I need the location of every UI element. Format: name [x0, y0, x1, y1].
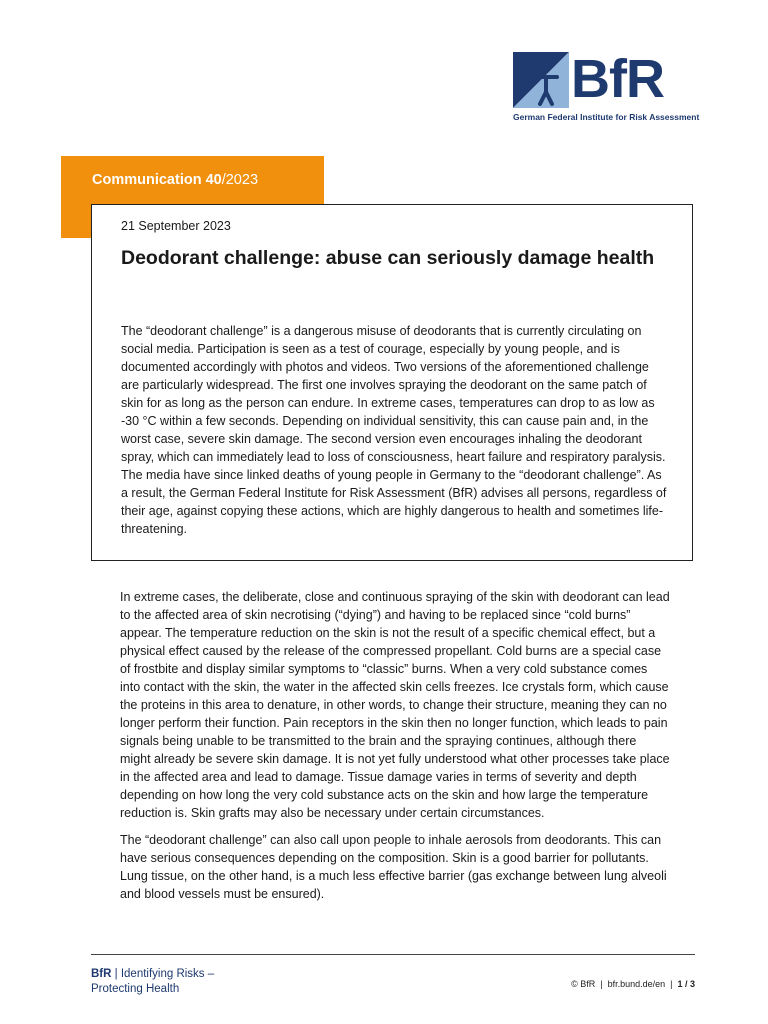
body-paragraph: In extreme cases, the deliberate, close and continuous spraying of the skin with deodorant can lead to the affected area of skin necrotising (“dying”) and having to be replaced since “cold burns” appear. The temperature reduction on the skin is not the result of a specific chemical effect, but a physical effect caused by the release of the compressed propellant. Cold burns are a special case of frostbite and display similar symptoms to “classic” burns. When a very cold substance comes into contact with the skin, the water in the affected skin cells freezes. Ice crystals form, which cause the proteins in this area to denature, in other words, to change their structure, meaning they can no longer perform their function. Pain receptors in the skin then no longer function, which leads to pain signals being unable to be transmitted to the brain and the spraying continues, although there might already be severe skin damage. It is not yet fully understood what other processes take place in the affected area and lead to damage. Tissue damage varies in terms of severity and depth depending on how long the very cold substance acts on the skin and how large the temperature reduction is. Skin grafts may also be necessary under certain circumstances. — [120, 590, 670, 820]
publication-date: 21 September 2023 — [121, 219, 231, 233]
communication-number — [92, 172, 258, 188]
footer-divider — [91, 954, 695, 955]
footer-separator: | — [665, 979, 678, 989]
summary-box — [91, 204, 693, 561]
footer-tagline-2: Protecting Health — [91, 983, 180, 995]
footer-website-link[interactable]: bfr.bund.de/en — [607, 979, 666, 989]
bfr-person-icon — [513, 52, 569, 108]
page-title: Deodorant challenge: abuse can seriously damage health — [121, 247, 655, 269]
page-number: 1 / 3 — [677, 979, 695, 989]
logo-subtitle: German Federal Institute for Risk Assessment — [513, 112, 700, 122]
body-text — [120, 588, 670, 912]
footer-tagline-1: | Identifying Risks – — [111, 968, 215, 980]
footer-separator: | — [595, 979, 608, 989]
footer-brand-name: BfR — [91, 968, 112, 980]
bfr-logo — [513, 49, 703, 124]
footer-meta — [571, 979, 695, 989]
body-paragraph: The “deodorant challenge” can also call upon people to inhale aerosols from deodorants. This can have serious consequences depending on the composition. Skin is a good barrier for pollutants. Lung tissue, on the other hand, is a much less effective barrier (gas exchange between lung alveoli and blood vessels must be ensured). — [120, 833, 667, 901]
footer-copyright: © BfR — [571, 979, 596, 989]
communication-year: /2023 — [221, 172, 259, 188]
abstract-paragraph: The “deodorant challenge” is a dangerous misuse of deodorants that is currently circulating on social media. Participation is seen as a test of courage, especially by young people, and is documented accordingly with photos and videos. Two versions of the aforementioned challenge are particularly widespread. The first one involves spraying the deodorant on the same patch of skin for as long as the person can endure. In extreme cases, temperatures can drop to as low as -30 °C within a few seconds. Depending on individual sensitivity, this can cause pain and, in the worst case, severe skin damage. The second version even encourages inhaling the deodorant spray, which can immediately lead to loss of consciousness, heart failure and respiratory paralysis. The media have since linked deaths of young people in Germany to the “deodorant challenge”. As a result, the German Federal Institute for Risk Assessment (BfR) advises all persons, regardless of their age, against copying these actions, which are highly dangerous to health and sometimes life-threatening. — [121, 324, 667, 536]
footer-brand — [91, 967, 214, 997]
logo-wordmark: BfR — [571, 49, 664, 109]
communication-label: Communication 40 — [92, 172, 222, 188]
